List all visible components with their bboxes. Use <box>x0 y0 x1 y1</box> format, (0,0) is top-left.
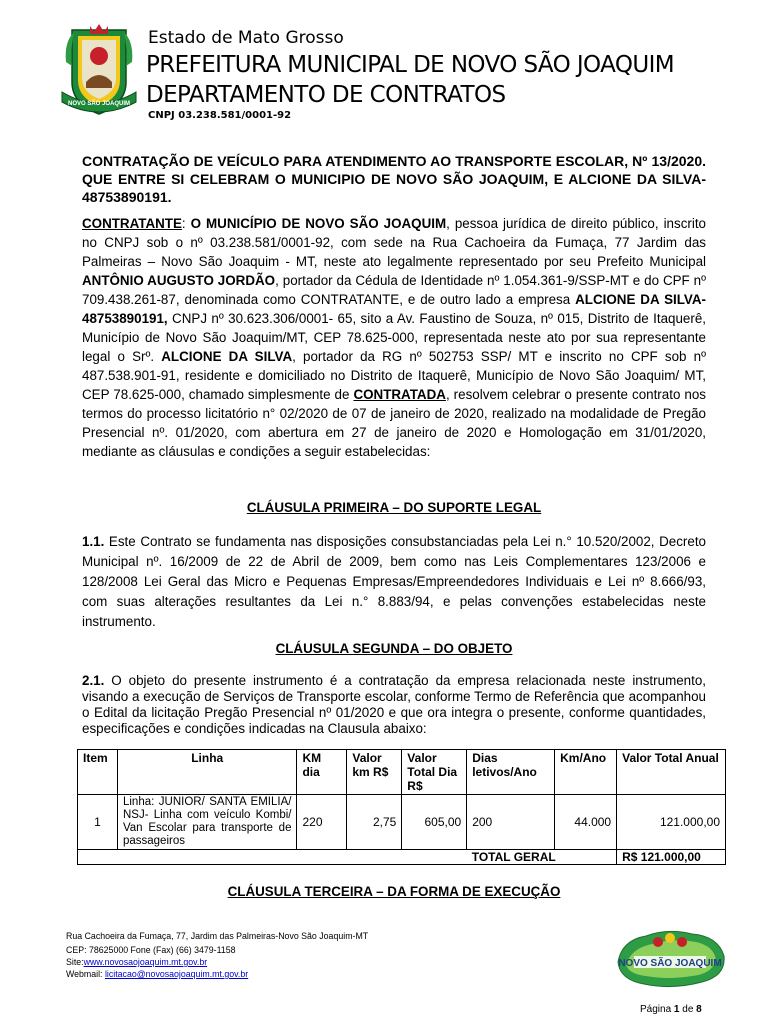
clausula-2-1-number: 2.1. <box>82 673 105 688</box>
clausula-1-1-number: 1.1. <box>82 534 105 549</box>
contratada-representante: ALCIONE DA SILVA <box>161 349 293 364</box>
contratante-text-5: , portador da RG nº 502753 SSP/ MT e inscrito no CPF sob nº 487.538.901-91, residente e domiciliado no Distrito de Itaquerê, Município de Novo São Joaquim/ MT, CEP 78.625-000, chamado simplesmente de <box>82 349 706 402</box>
cell-km-ano: 44.000 <box>555 795 617 850</box>
total-spacer <box>78 850 467 865</box>
items-table <box>77 749 726 865</box>
footer-webmail-link[interactable]: licitacao@novosaojoaquim.mt.gov.br <box>104 969 249 979</box>
header-linha: Linha <box>117 750 297 795</box>
page-current: 1 <box>673 1004 680 1015</box>
header-dias-letivos: Dias letivos/Ano <box>467 750 555 795</box>
header-prefeitura: PREFEITURA MUNICIPAL DE NOVO SÃO JOAQUIM <box>146 52 675 78</box>
header-valor-total-dia: Valor Total Dia R$ <box>402 750 467 795</box>
clausula-segunda-heading: CLÁUSULA SEGUNDA – DO OBJETO <box>275 641 513 656</box>
cell-linha: Linha: JUNIOR/ SANTA EMILIA/ NSJ- Linha com veículo Kombi/ Van Escolar para transporte de passageiros <box>117 795 297 850</box>
footer-site-label: Site: <box>66 957 84 967</box>
table-total-row <box>78 850 726 865</box>
footer-address: Rua Cachoeira da Fumaça, 77, Jardim das Palmeiras-Novo São Joaquim-MT <box>66 931 369 941</box>
contratante-text-2: , pessoa jurídica de direito público, inscrito no CNPJ sob o nº 03.238.581/0001-92, com sede na Rua Cachoeira da Fumaça, 77 Jardim das Palmeiras – Novo São Joaquim - MT, neste ato legalmente representado por seu Prefeito Municipal <box>82 216 706 269</box>
footer-site <box>66 956 207 968</box>
cell-valor-total-dia: 605,00 <box>402 795 467 850</box>
contratante-text-3: , portador da Cédula de Identidade nº 1.054.361-9/SSP-MT e do CPF nº 709.438.261-87, denominada como CONTRATANTE, e de outro lado a empresa <box>82 273 707 307</box>
contratada-empresa: ALCIONE DA SILVA- 48753890191, <box>82 292 706 326</box>
contratada-label: CONTRATADA <box>353 387 446 402</box>
total-value: R$ 121.000,00 <box>617 850 726 865</box>
header-km-dia: KM dia <box>297 750 347 795</box>
cell-valor-km: 2,75 <box>347 795 402 850</box>
cell-item: 1 <box>78 795 118 850</box>
page-number <box>640 1004 702 1015</box>
clausula-2-1-text: O objeto do presente instrumento é a contratação da empresa relacionada neste instrumento, visando a execução de Serviços de Transporte escolar, conforme Termo de Referência que acompanhou o Edital da licitação Pregão Presencial nº 01/2020 e que ora integra o presente, conforme quantidades, especificações e condições indicadas na Clausula abaixo: <box>82 673 706 736</box>
contratante-label: CONTRATANTE <box>82 216 182 231</box>
footer-logo-text: NOVO SÃO JOAQUIM <box>618 958 722 969</box>
contratante-text-6: , resolvem celebrar o presente contrato nos termos do processo licitatório n° 02/2020 de 07 de janeiro de 2020, realizado na modalidade de Pregão Presencial nº. 01/2020, com abertura em 27 de janeiro de 2020 e Homologação em 31/01/2020, mediante as cláusulas e condições a seguir estabelecidas: <box>82 387 706 459</box>
footer-cep: CEP: 78625000 Fone (Fax) (66) 3479-1158 <box>66 945 236 955</box>
footer-site-link[interactable]: www.novosaojoaquim.mt.gov.br <box>83 957 208 967</box>
clausula-primeira-paragraph <box>82 532 706 632</box>
cell-valor-total-anual: 121.000,00 <box>617 795 726 850</box>
municipal-crest-icon <box>60 22 138 122</box>
page-total: 8 <box>696 1004 702 1015</box>
total-label: TOTAL GERAL <box>467 850 617 865</box>
cell-dias-letivos: 200 <box>467 795 555 850</box>
svg-text:NOVO SÃO JOAQUIM: NOVO SÃO JOAQUIM <box>67 101 131 107</box>
clausula-1-1-text: Este Contrato se fundamenta nas disposições consubstanciadas pela Lei n.° 10.520/2002, Decreto Municipal nº. 16/2009 de 22 de Abril de 2009, bem como nas Leis Complementares 123/2006 e 128/2008 Lei Geral das Micro e Pequenas Empresas/Empreendedores Individuais e Lei nº 8.666/93, com suas alterações resultantes da Lei n.° 8.883/94, e pelas convenções estabelecidas neste instrumento. <box>82 534 706 629</box>
contratante-paragraph <box>82 214 706 461</box>
header-valor-total-anual: Valor Total Anual <box>617 750 726 795</box>
contratante-text-1: : <box>181 216 191 231</box>
clausula-primeira-heading: CLÁUSULA PRIMEIRA – DO SUPORTE LEGAL <box>246 500 542 515</box>
table-row <box>78 795 726 850</box>
header-state: Estado de Mato Grosso <box>148 28 344 48</box>
header-item: Item <box>78 750 118 795</box>
header-km-ano: Km/Ano <box>555 750 617 795</box>
clausula-segunda-paragraph <box>82 673 706 737</box>
header-valor-km: Valor km R$ <box>347 750 402 795</box>
page-label: Página <box>640 1004 674 1015</box>
page-of: de <box>679 1004 697 1015</box>
contratante-prefeito: ANTÔNIO AUGUSTO JORDÃO <box>82 273 276 288</box>
header-cnpj: CNPJ 03.238.581/0001-92 <box>148 110 292 121</box>
footer-webmail-label: Webmail: <box>66 969 105 979</box>
footer-webmail <box>66 968 248 980</box>
contract-title: CONTRATAÇÃO DE VEÍCULO PARA ATENDIMENTO AO TRANSPORTE ESCOLAR, Nº 13/2020. QUE ENTRE SI CELEBRAM O MUNICIPIO DE NOVO SÃO JOAQUIM, E ALCIONE DA SILVA- 48753890191. <box>82 153 706 205</box>
contratante-municipio: O MUNICÍPIO DE NOVO SÃO JOAQUIM <box>190 216 447 231</box>
novo-sao-joaquim-logo-icon <box>612 922 728 992</box>
table-header-row <box>78 750 726 795</box>
clausula-terceira-heading: CLÁUSULA TERCEIRA – DA FORMA DE EXECUÇÃO <box>227 884 561 899</box>
header-departamento: DEPARTAMENTO DE CONTRATOS <box>146 82 506 108</box>
cell-km-dia: 220 <box>297 795 347 850</box>
contratante-text-4: CNPJ nº 30.623.306/0001- 65, sito a Av. Faustino de Souza, nº 015, Distrito de Itaquerê, Município de Novo São Joaquim/MT, CEP 78.625-000, representada neste ato por sua representante legal o Srº. <box>82 311 706 364</box>
